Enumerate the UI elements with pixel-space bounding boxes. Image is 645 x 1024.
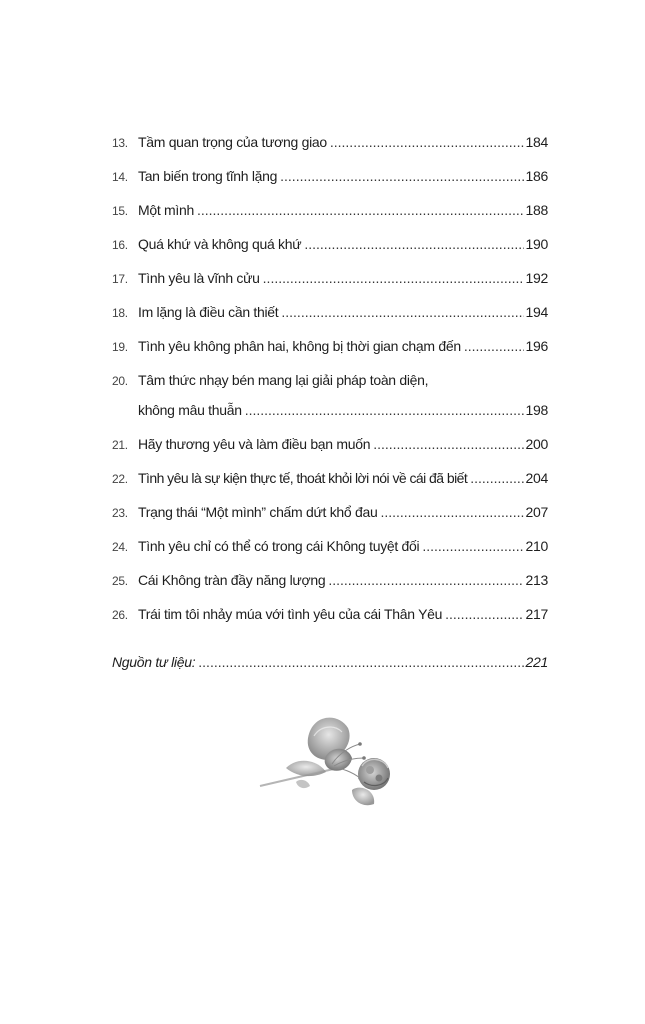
entry-number: 26. <box>112 608 128 622</box>
entry-title: Tình yêu chỉ có thể có trong cái Không tuyệt đối <box>138 538 420 554</box>
dot-leader <box>197 202 524 218</box>
sources-title: Nguồn tư liệu: <box>112 654 196 670</box>
entry-number: 22. <box>112 472 128 486</box>
entry-number: 25. <box>112 574 128 588</box>
dot-leader <box>445 606 523 622</box>
entry-page: 196 <box>525 338 548 354</box>
toc-entry-13[interactable] <box>112 134 548 168</box>
toc-entry-17[interactable] <box>112 270 548 304</box>
dot-leader <box>464 338 524 354</box>
toc-entry-14[interactable] <box>112 168 548 202</box>
entry-page: 198 <box>525 402 548 418</box>
entry-title: Trạng thái “Một mình” chấm dứt khổ đau <box>138 504 378 520</box>
dot-leader <box>380 504 523 520</box>
dot-leader <box>198 654 523 670</box>
entry-number: 23. <box>112 506 128 520</box>
toc-entry-18[interactable] <box>112 304 548 338</box>
entry-title: Tầm quan trọng của tương giao <box>138 134 327 150</box>
entry-title: Tình yêu là vĩnh cửu <box>138 270 260 286</box>
entry-page: 213 <box>525 572 548 588</box>
entry-number: 14. <box>112 170 128 184</box>
toc-entry-20[interactable] <box>112 372 548 436</box>
dot-leader <box>470 470 523 486</box>
dot-leader <box>330 134 524 150</box>
entry-page: 194 <box>525 304 548 320</box>
flower-illustration-icon <box>256 708 396 818</box>
entry-page: 204 <box>525 470 548 486</box>
entry-title: Cái Không tràn đầy năng lượng <box>138 572 326 588</box>
entry-page: 188 <box>525 202 548 218</box>
entry-number: 18. <box>112 306 128 320</box>
entry-title: Trái tim tôi nhảy múa với tình yêu của cái Thân Yêu <box>138 606 443 622</box>
entry-title: Hãy thương yêu và làm điều bạn muốn <box>138 436 371 452</box>
entry-page: 186 <box>525 168 548 184</box>
toc-entry-26[interactable] <box>112 606 548 640</box>
dot-leader <box>304 236 523 252</box>
entry-title-line1: Tâm thức nhạy bén mang lại giải pháp toàn diện, <box>138 372 429 388</box>
entry-number: 13. <box>112 136 128 150</box>
dot-leader <box>280 168 523 184</box>
dot-leader <box>373 436 523 452</box>
entry-page: 190 <box>525 236 548 252</box>
entry-title: Tình yêu là sự kiện thực tế, thoát khỏi lời nói về cái đã biết <box>138 470 468 486</box>
entry-title: Im lặng là điều cần thiết <box>138 304 279 320</box>
dot-leader <box>281 304 523 320</box>
toc-entry-21[interactable] <box>112 436 548 470</box>
entry-number: 19. <box>112 340 128 354</box>
dot-leader <box>328 572 523 588</box>
entry-number: 24. <box>112 540 128 554</box>
toc-entry-19[interactable] <box>112 338 548 372</box>
entry-number: 20. <box>112 374 128 388</box>
sources-page: 221 <box>525 654 548 670</box>
entry-page: 207 <box>525 504 548 520</box>
entry-title: Quá khứ và không quá khứ <box>138 236 302 252</box>
toc-entry-16[interactable] <box>112 236 548 270</box>
toc-entry-sources[interactable] <box>112 654 548 670</box>
entry-page: 184 <box>525 134 548 150</box>
dot-leader <box>245 402 524 418</box>
entry-page: 217 <box>525 606 548 622</box>
dot-leader <box>263 270 524 286</box>
entry-title: Tình yêu không phân hai, không bị thời gian chạm đến <box>138 338 461 354</box>
entry-page: 192 <box>525 270 548 286</box>
dot-leader <box>422 538 523 554</box>
entry-number: 16. <box>112 238 128 252</box>
toc-entry-24[interactable] <box>112 538 548 572</box>
toc-entry-25[interactable] <box>112 572 548 606</box>
table-of-contents <box>112 134 548 670</box>
toc-entry-23[interactable] <box>112 504 548 538</box>
toc-entry-22[interactable] <box>112 470 548 504</box>
entry-number: 21. <box>112 438 128 452</box>
entry-number: 15. <box>112 204 128 218</box>
entry-page: 210 <box>525 538 548 554</box>
entry-title-line2: không mâu thuẫn <box>138 402 242 418</box>
entry-title: Một mình <box>138 202 194 218</box>
entry-number: 17. <box>112 272 128 286</box>
toc-entry-15[interactable] <box>112 202 548 236</box>
entry-page: 200 <box>525 436 548 452</box>
entry-title: Tan biến trong tĩnh lặng <box>138 168 278 184</box>
